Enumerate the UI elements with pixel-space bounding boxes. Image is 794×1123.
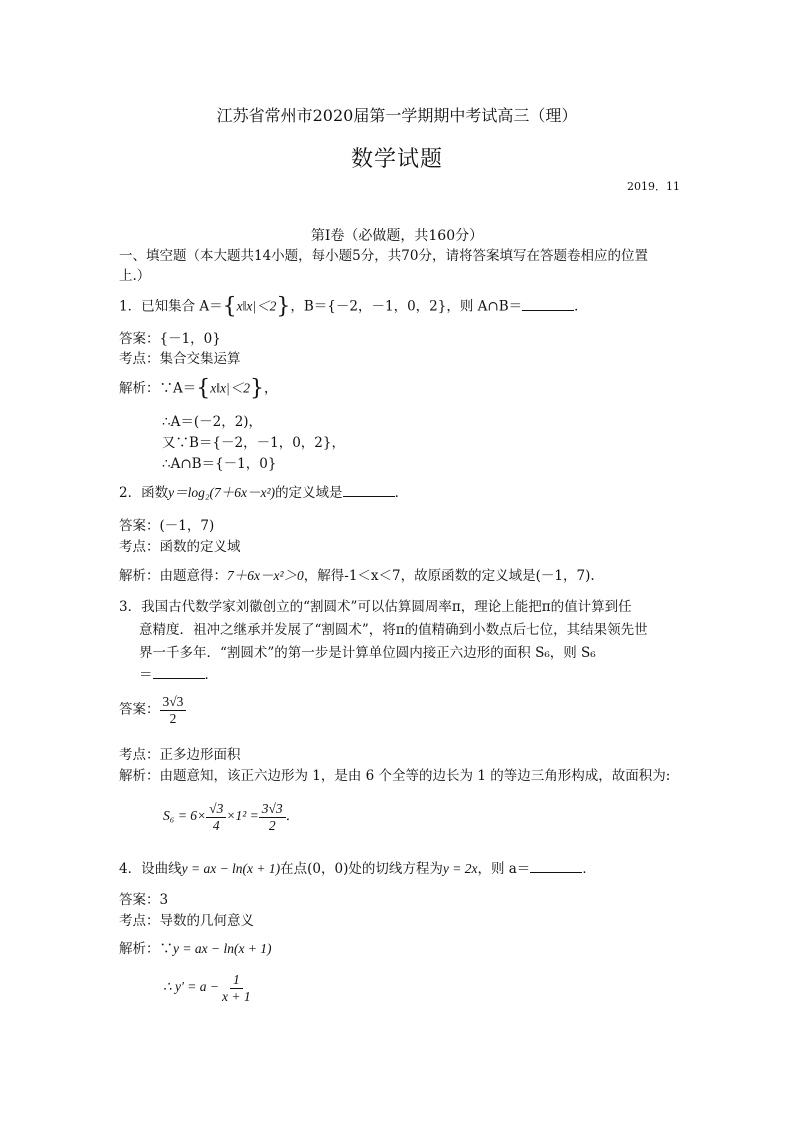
q2-answer-blank [343, 484, 395, 497]
q4-prefix: 4．设曲线 [119, 861, 182, 877]
q2-answer: 答案：(－1，7) [119, 518, 215, 534]
q4-answer-blank [530, 860, 582, 873]
q3-line4 [139, 666, 218, 683]
derivative-prefix: ∴ y′ = a − [163, 979, 220, 995]
fraction-denominator: 4 [212, 817, 220, 833]
q2-end: ． [394, 485, 409, 501]
q4-answer: 答案：3 [119, 892, 169, 908]
right-brace-icon: } [250, 376, 264, 401]
fraction-denominator: 2 [268, 817, 276, 833]
question-2 [119, 484, 408, 501]
q2-solution [119, 568, 595, 584]
q3-knowledge-point: 考点：正多边形面积 [119, 747, 241, 763]
q1-solution-line4: ∴A∩B＝{－1，0} [162, 456, 277, 472]
q4-end: ． [582, 861, 596, 877]
fraction-numerator: 3√3 [160, 694, 187, 711]
formula-fraction-2 [259, 801, 286, 833]
q3-line3: 界一千多年．“割圆术”的第一步是计算单位圆内接正六边形的面积 S₆，则 S₆ [139, 645, 596, 661]
q1-knowledge-point: 考点：集合交集运算 [119, 351, 241, 367]
q1-answer: 答案：{－1，0} [119, 331, 221, 347]
q1-solution-line2: ∴A＝(－2，2)， [162, 414, 263, 430]
q2-knowledge-point: 考点：函数的定义域 [119, 539, 241, 555]
formula-fraction-1 [206, 801, 226, 833]
q3-solution: 解析：由题意知，该正六边形为 1，是由 6 个全等的边长为 1 的等边三角形构成，故面积为: [119, 768, 671, 784]
fraction-denominator: x + 1 [222, 988, 251, 1004]
q2-prefix: 2．函数 [119, 485, 169, 501]
q1-prefix: 1．已知集合 A＝ [119, 298, 223, 315]
q3-line1: 3．我国古代数学家刘徽创立的“割圆术”可以估算圆周率π，理论上能把π的值计算到任 [119, 599, 632, 615]
fraction-numerator: 1 [230, 972, 243, 989]
derivative-fraction [219, 972, 254, 1004]
q3-line4-prefix: ＝ [139, 667, 153, 683]
q1-sol-end: ， [264, 380, 278, 397]
q2-sol-prefix: 解析：由题意得： [119, 568, 227, 584]
right-brace-icon: } [276, 294, 291, 319]
q1-sol-label: 解析：∵A＝ [119, 380, 197, 397]
q2-sol-suffix: ，解得-1＜x＜7，故原函数的定义域是(－1，7). [303, 568, 595, 584]
left-brace-icon: { [222, 294, 237, 319]
q4-suffix: ，则 a＝ [477, 861, 531, 877]
q2-function: y＝log₂(7＋6x－x²) [168, 485, 276, 500]
q4-tangent: y = 2x [442, 861, 478, 876]
question-4 [119, 860, 596, 877]
q4-sol-func: y = ax − ln(x + 1) [173, 941, 272, 956]
q1-answer-blank [522, 298, 574, 311]
section-heading: 第Ⅰ卷（必做题，共160分） [310, 228, 484, 244]
q4-solution-line1 [119, 941, 272, 957]
q3-answer-fraction [160, 694, 187, 726]
section-intro-line1: 一、填空题（本大题共14小题，每小题5分，共70分，请将答案填写在答题卷相应的位置 [119, 248, 648, 264]
q4-sol-label: 解析：∵ [119, 941, 173, 957]
exam-title: 江苏省常州市2020届第一学期期中考试高三（理） [216, 106, 578, 125]
q1-sol-set: x‖x|＜2 [210, 380, 250, 396]
q3-formula [163, 801, 299, 833]
q1-end: ． [574, 298, 588, 315]
left-brace-icon: { [196, 376, 211, 401]
q1-set-inner: x‖x|＜2 [236, 298, 277, 314]
fraction-numerator: 3√3 [259, 801, 286, 818]
q2-suffix: 的定义域是 [275, 485, 343, 501]
q3-answer-blank [153, 666, 205, 679]
fraction-denominator: 2 [169, 710, 177, 726]
q3-answer [119, 694, 186, 726]
q3-line2: 意精度．祖冲之继承并发展了“割圆术”，将π的值精确到小数点后七位，其结果领先世 [139, 622, 648, 638]
subject-title: 数学试题 [350, 147, 443, 172]
q3-answer-label: 答案： [119, 701, 160, 718]
question-1 [119, 294, 588, 320]
q2-sol-math: 7＋6x－x²＞0 [227, 568, 304, 583]
q4-middle: 在点(0，0)处的切线方程为 [280, 861, 443, 877]
q3-line4-end: ． [204, 667, 218, 683]
q1-solution-line1 [119, 376, 278, 402]
formula-mid: ×1² = [226, 808, 259, 824]
formula-end: ． [285, 808, 300, 824]
q4-knowledge-point: 考点：导数的几何意义 [119, 913, 254, 929]
formula-lhs: S₆ = 6× [163, 808, 207, 824]
fraction-numerator: √3 [206, 801, 226, 818]
q1-solution-line3: 又∵B＝{－2，－1，0，2}， [162, 435, 345, 451]
q1-middle: ，B＝{－2，－1，0，2}，则 A∩B＝ [290, 298, 523, 315]
exam-date: 2019．11 [627, 180, 680, 193]
q4-curve: y = ax − ln(x + 1) [181, 861, 281, 876]
q4-derivative [163, 972, 254, 1004]
section-intro-line2: 上.） [119, 268, 151, 284]
